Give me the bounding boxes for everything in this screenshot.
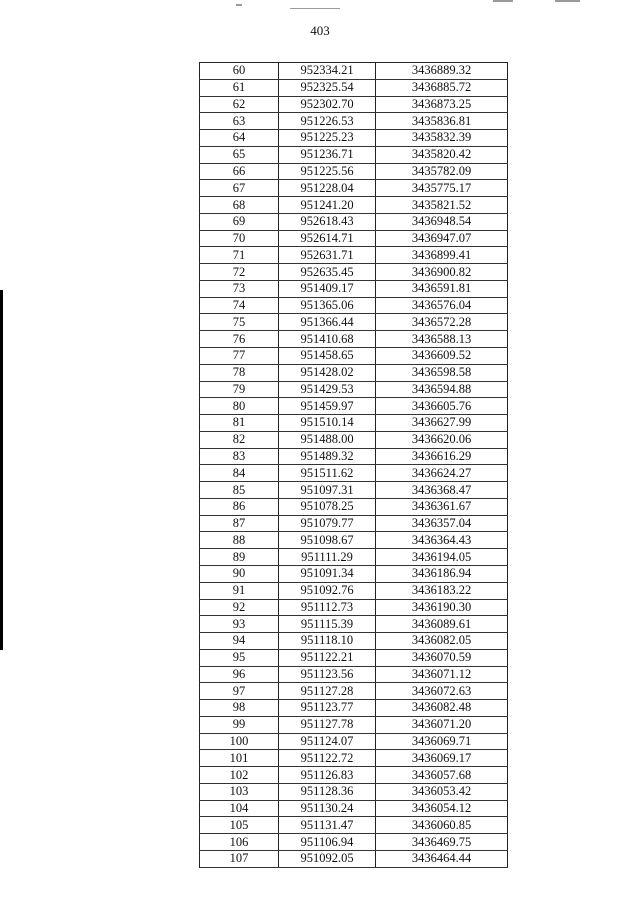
table-row	[200, 582, 508, 599]
y-coordinate-cell: 3436060.85	[376, 817, 508, 834]
point-number-cell: 69	[200, 213, 279, 230]
table-row	[200, 348, 508, 365]
point-number-cell: 68	[200, 197, 279, 214]
y-coordinate-cell: 3436368.47	[376, 482, 508, 499]
point-number-cell: 62	[200, 96, 279, 113]
x-coordinate-cell: 951236.71	[279, 146, 376, 163]
table-row	[200, 63, 508, 80]
y-coordinate-cell: 3436609.52	[376, 348, 508, 365]
y-coordinate-cell: 3436900.82	[376, 264, 508, 281]
x-coordinate-cell: 951118.10	[279, 633, 376, 650]
table-row	[200, 850, 508, 867]
x-coordinate-cell: 951122.72	[279, 750, 376, 767]
x-coordinate-cell: 951131.47	[279, 817, 376, 834]
x-coordinate-cell: 951127.28	[279, 683, 376, 700]
y-coordinate-cell: 3436620.06	[376, 431, 508, 448]
point-number-cell: 66	[200, 163, 279, 180]
table-row	[200, 800, 508, 817]
y-coordinate-cell: 3436357.04	[376, 515, 508, 532]
y-coordinate-cell: 3436572.28	[376, 314, 508, 331]
y-coordinate-cell: 3436598.58	[376, 364, 508, 381]
x-coordinate-cell: 951241.20	[279, 197, 376, 214]
x-coordinate-cell: 951127.78	[279, 716, 376, 733]
x-coordinate-cell: 951489.32	[279, 448, 376, 465]
y-coordinate-cell: 3436627.99	[376, 415, 508, 432]
point-number-cell: 93	[200, 616, 279, 633]
point-number-cell: 85	[200, 482, 279, 499]
y-coordinate-cell: 3436889.32	[376, 63, 508, 80]
y-coordinate-cell: 3436464.44	[376, 850, 508, 867]
y-coordinate-cell: 3436089.61	[376, 616, 508, 633]
point-number-cell: 105	[200, 817, 279, 834]
x-coordinate-cell: 951115.39	[279, 616, 376, 633]
x-coordinate-cell: 951128.36	[279, 783, 376, 800]
table-row	[200, 197, 508, 214]
x-coordinate-cell: 951228.04	[279, 180, 376, 197]
table-row	[200, 767, 508, 784]
x-coordinate-cell: 951092.76	[279, 582, 376, 599]
x-coordinate-cell: 951079.77	[279, 515, 376, 532]
y-coordinate-cell: 3436576.04	[376, 297, 508, 314]
x-coordinate-cell: 951428.02	[279, 364, 376, 381]
y-coordinate-cell: 3436082.48	[376, 700, 508, 717]
y-coordinate-cell: 3436605.76	[376, 398, 508, 415]
x-coordinate-cell: 952614.71	[279, 230, 376, 247]
table-row	[200, 96, 508, 113]
y-coordinate-cell: 3436364.43	[376, 532, 508, 549]
point-number-cell: 80	[200, 398, 279, 415]
point-number-cell: 65	[200, 146, 279, 163]
y-coordinate-cell: 3436071.12	[376, 666, 508, 683]
point-number-cell: 92	[200, 599, 279, 616]
point-number-cell: 61	[200, 79, 279, 96]
table-row	[200, 381, 508, 398]
y-coordinate-cell: 3436069.17	[376, 750, 508, 767]
table-row	[200, 79, 508, 96]
x-coordinate-cell: 951123.56	[279, 666, 376, 683]
page-number: 403	[310, 23, 330, 38]
point-number-cell: 60	[200, 63, 279, 80]
point-number-cell: 99	[200, 716, 279, 733]
table-row	[200, 750, 508, 767]
table-row	[200, 817, 508, 834]
y-coordinate-cell: 3436057.68	[376, 767, 508, 784]
y-coordinate-cell: 3436948.54	[376, 213, 508, 230]
table-row	[200, 565, 508, 582]
point-number-cell: 97	[200, 683, 279, 700]
table-row	[200, 314, 508, 331]
y-coordinate-cell: 3436469.75	[376, 834, 508, 851]
table-row	[200, 783, 508, 800]
x-coordinate-cell: 951410.68	[279, 331, 376, 348]
table-row	[200, 146, 508, 163]
table-row	[200, 398, 508, 415]
y-coordinate-cell: 3436947.07	[376, 230, 508, 247]
y-coordinate-cell: 3436082.05	[376, 633, 508, 650]
coordinate-table-body	[200, 63, 508, 868]
table-row	[200, 264, 508, 281]
point-number-cell: 89	[200, 549, 279, 566]
point-number-cell: 101	[200, 750, 279, 767]
y-coordinate-cell: 3436594.88	[376, 381, 508, 398]
y-coordinate-cell: 3436624.27	[376, 465, 508, 482]
y-coordinate-cell: 3436194.05	[376, 549, 508, 566]
y-coordinate-cell: 3435836.81	[376, 113, 508, 130]
x-coordinate-cell: 951458.65	[279, 348, 376, 365]
y-coordinate-cell: 3436053.42	[376, 783, 508, 800]
point-number-cell: 96	[200, 666, 279, 683]
point-number-cell: 81	[200, 415, 279, 432]
table-row	[200, 163, 508, 180]
point-number-cell: 78	[200, 364, 279, 381]
x-coordinate-cell: 951123.77	[279, 700, 376, 717]
scan-speck-top	[236, 4, 242, 6]
table-row	[200, 515, 508, 532]
point-number-cell: 63	[200, 113, 279, 130]
table-row	[200, 666, 508, 683]
x-coordinate-cell: 952618.43	[279, 213, 376, 230]
point-number-cell: 100	[200, 733, 279, 750]
y-coordinate-cell: 3435782.09	[376, 163, 508, 180]
point-number-cell: 98	[200, 700, 279, 717]
table-row	[200, 130, 508, 147]
table-row	[200, 448, 508, 465]
point-number-cell: 95	[200, 649, 279, 666]
point-number-cell: 83	[200, 448, 279, 465]
table-row	[200, 616, 508, 633]
point-number-cell: 104	[200, 800, 279, 817]
x-coordinate-cell: 951226.53	[279, 113, 376, 130]
point-number-cell: 102	[200, 767, 279, 784]
y-coordinate-cell: 3436183.22	[376, 582, 508, 599]
x-coordinate-cell: 951225.56	[279, 163, 376, 180]
y-coordinate-cell: 3436190.30	[376, 599, 508, 616]
point-number-cell: 73	[200, 280, 279, 297]
x-coordinate-cell: 951225.23	[279, 130, 376, 147]
table-row	[200, 331, 508, 348]
x-coordinate-cell: 951510.14	[279, 415, 376, 432]
x-coordinate-cell: 951097.31	[279, 482, 376, 499]
x-coordinate-cell: 951126.83	[279, 767, 376, 784]
table-row	[200, 733, 508, 750]
x-coordinate-cell: 951365.06	[279, 297, 376, 314]
point-number-cell: 64	[200, 130, 279, 147]
y-coordinate-cell: 3436616.29	[376, 448, 508, 465]
x-coordinate-cell: 951488.00	[279, 431, 376, 448]
table-row	[200, 297, 508, 314]
table-row	[200, 482, 508, 499]
table-row	[200, 599, 508, 616]
y-coordinate-cell: 3436591.81	[376, 280, 508, 297]
table-row	[200, 415, 508, 432]
x-coordinate-cell: 952631.71	[279, 247, 376, 264]
table-row	[200, 247, 508, 264]
point-number-cell: 91	[200, 582, 279, 599]
point-number-cell: 70	[200, 230, 279, 247]
x-coordinate-cell: 951122.21	[279, 649, 376, 666]
point-number-cell: 74	[200, 297, 279, 314]
table-row	[200, 465, 508, 482]
table-row	[200, 716, 508, 733]
x-coordinate-cell: 951366.44	[279, 314, 376, 331]
x-coordinate-cell: 951429.53	[279, 381, 376, 398]
table-row	[200, 683, 508, 700]
table-row	[200, 649, 508, 666]
point-number-cell: 103	[200, 783, 279, 800]
y-coordinate-cell: 3436588.13	[376, 331, 508, 348]
point-number-cell: 94	[200, 633, 279, 650]
point-number-cell: 107	[200, 850, 279, 867]
x-coordinate-cell: 951098.67	[279, 532, 376, 549]
y-coordinate-cell: 3436054.12	[376, 800, 508, 817]
y-coordinate-cell: 3435820.42	[376, 146, 508, 163]
x-coordinate-cell: 952302.70	[279, 96, 376, 113]
y-coordinate-cell: 3436873.25	[376, 96, 508, 113]
x-coordinate-cell: 951111.29	[279, 549, 376, 566]
y-coordinate-cell: 3436361.67	[376, 498, 508, 515]
x-coordinate-cell: 951106.94	[279, 834, 376, 851]
y-coordinate-cell: 3436186.94	[376, 565, 508, 582]
y-coordinate-cell: 3436069.71	[376, 733, 508, 750]
scan-speck-top	[290, 8, 340, 9]
x-coordinate-cell: 952334.21	[279, 63, 376, 80]
table-row	[200, 180, 508, 197]
point-number-cell: 79	[200, 381, 279, 398]
table-row	[200, 549, 508, 566]
point-number-cell: 67	[200, 180, 279, 197]
y-coordinate-cell: 3436885.72	[376, 79, 508, 96]
point-number-cell: 90	[200, 565, 279, 582]
point-number-cell: 72	[200, 264, 279, 281]
table-row	[200, 700, 508, 717]
table-row	[200, 230, 508, 247]
table-row	[200, 280, 508, 297]
point-number-cell: 82	[200, 431, 279, 448]
scan-speck-top	[493, 0, 513, 2]
y-coordinate-cell: 3435821.52	[376, 197, 508, 214]
x-coordinate-cell: 951092.05	[279, 850, 376, 867]
point-number-cell: 87	[200, 515, 279, 532]
table-row	[200, 113, 508, 130]
x-coordinate-cell: 952635.45	[279, 264, 376, 281]
point-number-cell: 76	[200, 331, 279, 348]
y-coordinate-cell: 3435775.17	[376, 180, 508, 197]
y-coordinate-cell: 3436072.63	[376, 683, 508, 700]
table-row	[200, 364, 508, 381]
table-row	[200, 834, 508, 851]
x-coordinate-cell: 951091.34	[279, 565, 376, 582]
table-row	[200, 431, 508, 448]
point-number-cell: 86	[200, 498, 279, 515]
y-coordinate-cell: 3436070.59	[376, 649, 508, 666]
x-coordinate-cell: 951130.24	[279, 800, 376, 817]
y-coordinate-cell: 3436071.20	[376, 716, 508, 733]
point-number-cell: 77	[200, 348, 279, 365]
coordinate-table	[199, 62, 508, 868]
point-number-cell: 84	[200, 465, 279, 482]
x-coordinate-cell: 952325.54	[279, 79, 376, 96]
x-coordinate-cell: 951078.25	[279, 498, 376, 515]
table-row	[200, 213, 508, 230]
point-number-cell: 71	[200, 247, 279, 264]
scan-speck-top	[555, 0, 580, 2]
point-number-cell: 75	[200, 314, 279, 331]
scan-edge-bar	[0, 290, 3, 650]
x-coordinate-cell: 951511.62	[279, 465, 376, 482]
y-coordinate-cell: 3435832.39	[376, 130, 508, 147]
x-coordinate-cell: 951409.17	[279, 280, 376, 297]
y-coordinate-cell: 3436899.41	[376, 247, 508, 264]
table-row	[200, 633, 508, 650]
table-row	[200, 498, 508, 515]
point-number-cell: 106	[200, 834, 279, 851]
x-coordinate-cell: 951124.07	[279, 733, 376, 750]
table-row	[200, 532, 508, 549]
point-number-cell: 88	[200, 532, 279, 549]
x-coordinate-cell: 951459.97	[279, 398, 376, 415]
x-coordinate-cell: 951112.73	[279, 599, 376, 616]
